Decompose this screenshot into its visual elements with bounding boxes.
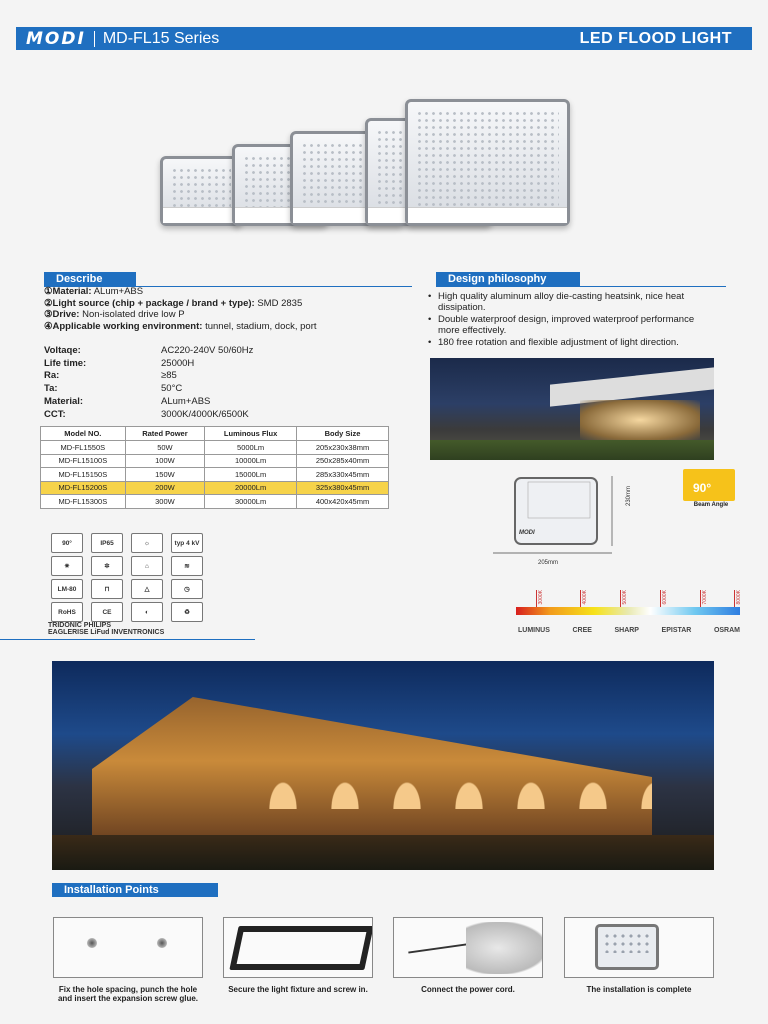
describe-tab: Describe bbox=[44, 272, 136, 286]
spec-row: Life time: 25000H bbox=[44, 357, 195, 369]
cct-tick: 6000K bbox=[660, 590, 661, 607]
eco-icon: ◐ bbox=[131, 602, 163, 622]
cct-ticks bbox=[516, 590, 740, 607]
product-lineup-photo bbox=[160, 94, 590, 234]
install-step-caption: Fix the hole spacing, punch the hole and insert the expansion screw glue. bbox=[57, 985, 199, 1003]
describe-item: ④Applicable working environment: tunnel, stadium, dock, port bbox=[44, 320, 317, 332]
chip-brands: LUMINUS CREE SHARP EPISTAR OSRAM bbox=[518, 627, 740, 634]
beam-angle-label: Beam Angle bbox=[693, 502, 729, 508]
certification-icons bbox=[51, 533, 203, 622]
spec-row: Material: ALum+ABS bbox=[44, 395, 211, 407]
install-step-photo bbox=[223, 917, 373, 978]
series-title: MD-FL15 Series bbox=[102, 29, 220, 47]
warning-icon: △ bbox=[131, 579, 163, 599]
height-label: 230mm bbox=[626, 485, 632, 506]
ce-icon: CE bbox=[91, 602, 123, 622]
install-step-photo bbox=[564, 917, 714, 978]
brand-logo: MODI bbox=[26, 28, 86, 49]
heat-icon: ≋ bbox=[171, 556, 203, 576]
header-bar bbox=[16, 27, 752, 50]
table-row: MD-FL15300S 300W 30000Lm 400x420x45mm bbox=[41, 495, 389, 509]
driver-brands: TRIDONIC PHILIPS EAGLERISE LiFud INVENTRONICS bbox=[48, 622, 165, 636]
rohs-icon: RoHS bbox=[51, 602, 83, 622]
design-item: • High quality aluminum alloy die-casting heatsink, nice heat dissipation. bbox=[428, 292, 698, 313]
describe-item: ③Drive: Non-isolated drive low P bbox=[44, 309, 185, 320]
cct-tick: 7000K bbox=[700, 590, 701, 607]
header-divider bbox=[94, 31, 95, 47]
width-label: 205mm bbox=[538, 560, 559, 566]
cct-color-bar bbox=[516, 607, 740, 615]
table-row: MD-FL15150S 150W 15000Lm 285x330x45mm bbox=[41, 468, 389, 482]
beam-angle-value: 90° bbox=[693, 481, 712, 495]
beam-angle-icon bbox=[683, 469, 735, 501]
install-step-caption: Connect the power cord. bbox=[421, 985, 515, 994]
building-night-photo bbox=[52, 661, 714, 870]
table-row-highlighted: MD-FL15200S 200W 20000Lm 325x380x45mm bbox=[41, 481, 389, 495]
design-list bbox=[428, 292, 698, 351]
lm80-icon: LM-80 bbox=[51, 579, 83, 599]
beam-angle-icon: 90° bbox=[51, 533, 83, 553]
describe-list bbox=[44, 286, 414, 332]
table-row: MD-FL1550S 50W 5000Lm 205x230x38mm bbox=[41, 441, 389, 455]
surge-protection-icon: typ 4 kV bbox=[171, 533, 203, 553]
cct-tick: 5000K bbox=[620, 590, 621, 607]
install-icon: ⊓ bbox=[91, 579, 123, 599]
flood-light-panel bbox=[405, 99, 570, 226]
dimmable-icon: ✷ bbox=[51, 556, 83, 576]
temperature-icon: ☼ bbox=[131, 533, 163, 553]
design-underline bbox=[436, 286, 726, 287]
cct-tick: 4000K bbox=[580, 590, 581, 607]
spec-row: Ta: 50°C bbox=[44, 383, 183, 395]
dimension-diagram bbox=[490, 470, 640, 570]
ip65-icon: IP65 bbox=[91, 533, 123, 553]
table-row: MD-FL15100S 100W 10000Lm 250x285x40mm bbox=[41, 454, 389, 468]
spec-row: Voltaqe: AC220-240V 50/60Hz bbox=[44, 345, 254, 356]
cct-tick: 3000K bbox=[536, 590, 537, 607]
describe-item: ②Light source (chip + package / brand + type): SMD 2835 bbox=[44, 297, 303, 309]
describe-item: ①Material: ALum+ABS bbox=[44, 286, 144, 297]
fan-icon: ✲ bbox=[91, 556, 123, 576]
design-item: • 180 free rotation and flexible adjustment of light direction. bbox=[428, 338, 698, 349]
install-step-photo bbox=[53, 917, 203, 978]
home-icon: ⌂ bbox=[131, 556, 163, 576]
design-item: • Double waterproof design, improved waterproof performance more effectively. bbox=[428, 315, 698, 336]
flood-light-panel bbox=[160, 156, 242, 226]
install-step-caption: Secure the light fixture and screw in. bbox=[228, 985, 368, 994]
clock-icon: ◷ bbox=[171, 579, 203, 599]
villa-night-photo bbox=[430, 358, 714, 460]
spec-list bbox=[44, 345, 253, 421]
install-step-photo bbox=[393, 917, 543, 978]
install-step-caption: The installation is complete bbox=[586, 985, 692, 994]
table-header-row: Model NO. Rated Power Luminous Flux Body Size bbox=[41, 427, 389, 441]
diagram-brand: MODI bbox=[519, 530, 535, 536]
design-tab: Design philosophy bbox=[436, 272, 580, 286]
category-title: LED FLOOD LIGHT bbox=[579, 29, 732, 47]
spec-row: Ra: ≥85 bbox=[44, 370, 177, 382]
cct-tick: 8000K bbox=[734, 590, 735, 607]
installation-tab: Installation Points bbox=[52, 883, 218, 897]
recycle-icon: ♻ bbox=[171, 602, 203, 622]
section-divider bbox=[0, 639, 255, 640]
spec-row: CCT: 3000K/4000K/6500K bbox=[44, 408, 249, 420]
model-table bbox=[40, 426, 389, 509]
